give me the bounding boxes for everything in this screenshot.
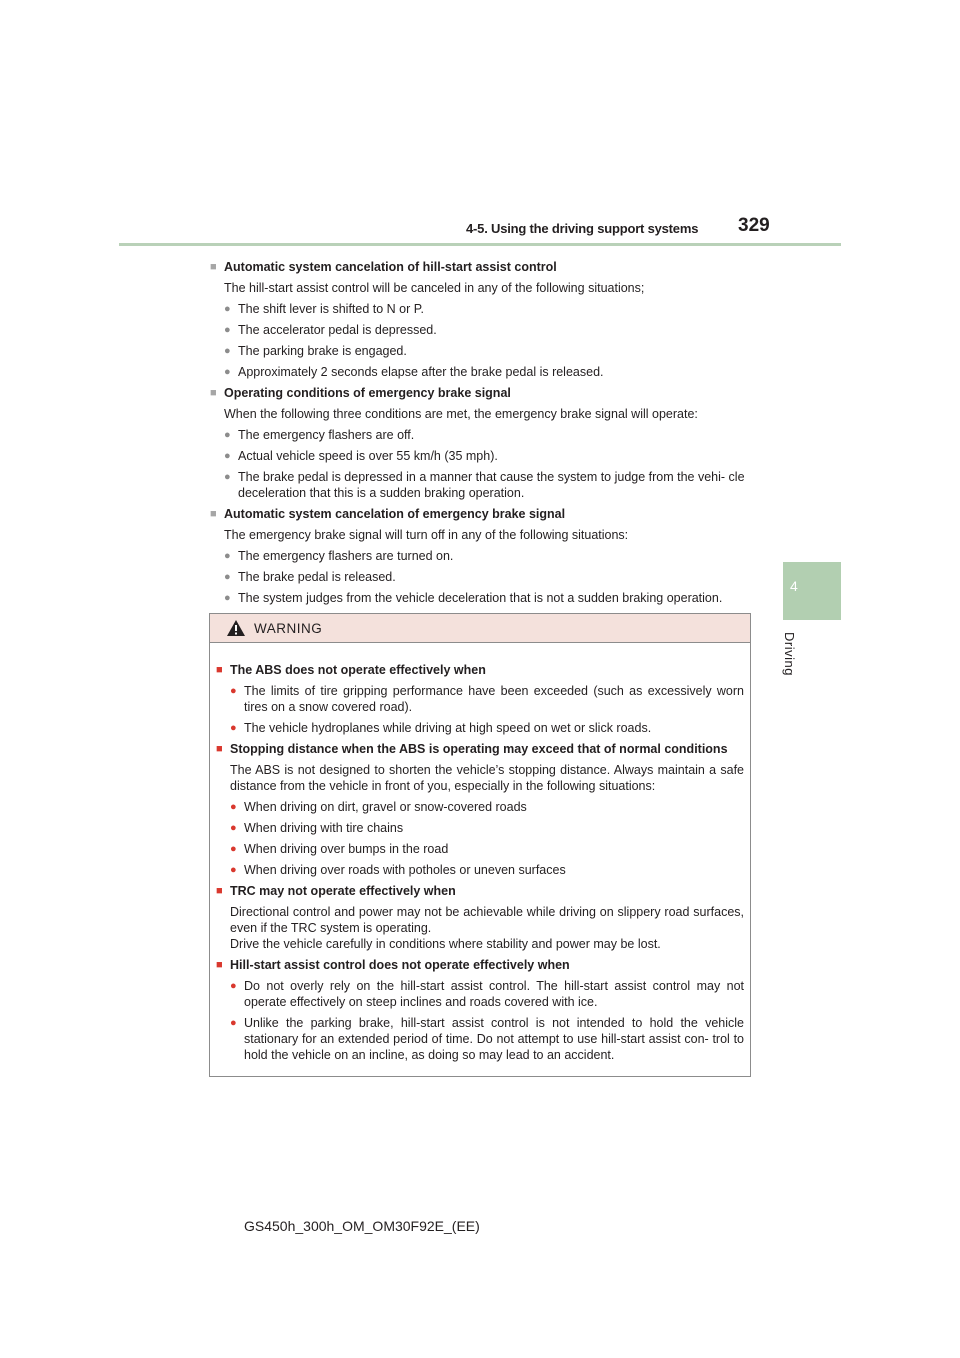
list-item: ● The brake pedal is released. xyxy=(210,569,750,585)
warning-box xyxy=(209,613,751,1077)
list-item: ● The system judges from the vehicle deceleration that is not a sudden braking operation. xyxy=(210,590,750,606)
manual-code: GS450h_300h_OM_OM30F92E_(EE) xyxy=(244,1218,480,1234)
section-hill-start-cancel xyxy=(210,259,750,380)
warning-body xyxy=(210,643,750,1063)
warning-section-hill-start xyxy=(216,957,744,1063)
warning-triangle-icon xyxy=(226,619,246,642)
warning-heading: ■ The ABS does not operate effectively when xyxy=(216,662,744,678)
list-item: ● When driving over bumps in the road xyxy=(216,841,744,857)
warning-section-abs xyxy=(216,662,744,736)
list-item: ● When driving on dirt, gravel or snow-covered roads xyxy=(216,799,744,815)
section-heading: ■ Operating conditions of emergency brake signal xyxy=(210,385,750,401)
warning-section-stopping-distance xyxy=(216,741,744,878)
list-item: ● Approximately 2 seconds elapse after the brake pedal is released. xyxy=(210,364,750,380)
header-divider xyxy=(119,243,841,246)
warning-title: WARNING xyxy=(254,621,323,636)
list-item: ● Actual vehicle speed is over 55 km/h (35 mph). xyxy=(210,448,750,464)
list-item: ● The parking brake is engaged. xyxy=(210,343,750,359)
list-item: ● The limits of tire gripping performance have been exceeded (such as excessively worn tires on a snow covered road). xyxy=(216,683,744,715)
main-content xyxy=(210,254,750,606)
chapter-label: Driving xyxy=(782,632,797,676)
warning-header xyxy=(210,614,750,643)
page-number: 329 xyxy=(738,215,770,236)
section-emergency-brake-cancel xyxy=(210,506,750,606)
list-item: ● The vehicle hydroplanes while driving at high speed on wet or slick roads. xyxy=(216,720,744,736)
list-item: ● Unlike the parking brake, hill-start assist control is not intended to hold the vehicle stationary for an extended period of time. Do not attempt to use hill-start assist con- trol to hold the vehicle on an incline, as doing so may lead to an accident. xyxy=(216,1015,744,1063)
list-item: ● The shift lever is shifted to N or P. xyxy=(210,301,750,317)
section-heading: ■ Automatic system cancelation of emergency brake signal xyxy=(210,506,750,522)
warning-section-trc xyxy=(216,883,744,952)
list-item: ● Do not overly rely on the hill-start assist control. The hill-start assist control may not operate effectively on steep inclines and roads covered with ice. xyxy=(216,978,744,1010)
chapter-number: 4 xyxy=(790,578,798,594)
warning-text: The ABS is not designed to shorten the vehicle’s stopping distance. Always maintain a safe distance from the vehicle in front of you, especially in the following situations: xyxy=(230,763,744,793)
section-intro: The emergency brake signal will turn off in any of the following situations: xyxy=(224,528,629,542)
list-item: ● The accelerator pedal is depressed. xyxy=(210,322,750,338)
list-item: ● The brake pedal is depressed in a manner that cause the system to judge from the vehi- cle deceleration that this is a sudden braking operation. xyxy=(210,469,750,501)
warning-text: Drive the vehicle carefully in conditions where stability and power may be lost. xyxy=(230,937,661,951)
warning-heading: ■ Hill-start assist control does not operate effectively when xyxy=(216,957,744,973)
section-heading: ■ Automatic system cancelation of hill-start assist control xyxy=(210,259,750,275)
section-intro: The hill-start assist control will be canceled in any of the following situations; xyxy=(224,281,645,295)
warning-heading: ■ Stopping distance when the ABS is operating may exceed that of normal conditions xyxy=(216,741,744,757)
list-item: ● The emergency flashers are turned on. xyxy=(210,548,750,564)
list-item: ● The emergency flashers are off. xyxy=(210,427,750,443)
warning-heading: ■ TRC may not operate effectively when xyxy=(216,883,744,899)
section-intro: When the following three conditions are met, the emergency brake signal will operate: xyxy=(224,407,698,421)
list-item: ● When driving with tire chains xyxy=(216,820,744,836)
list-item: ● When driving over roads with potholes or uneven surfaces xyxy=(216,862,744,878)
section-title: 4-5. Using the driving support systems xyxy=(466,221,699,236)
warning-text: Directional control and power may not be achievable while driving on slippery road surfaces, even if the TRC system is operating. xyxy=(230,905,744,935)
section-emergency-brake-conditions xyxy=(210,385,750,501)
